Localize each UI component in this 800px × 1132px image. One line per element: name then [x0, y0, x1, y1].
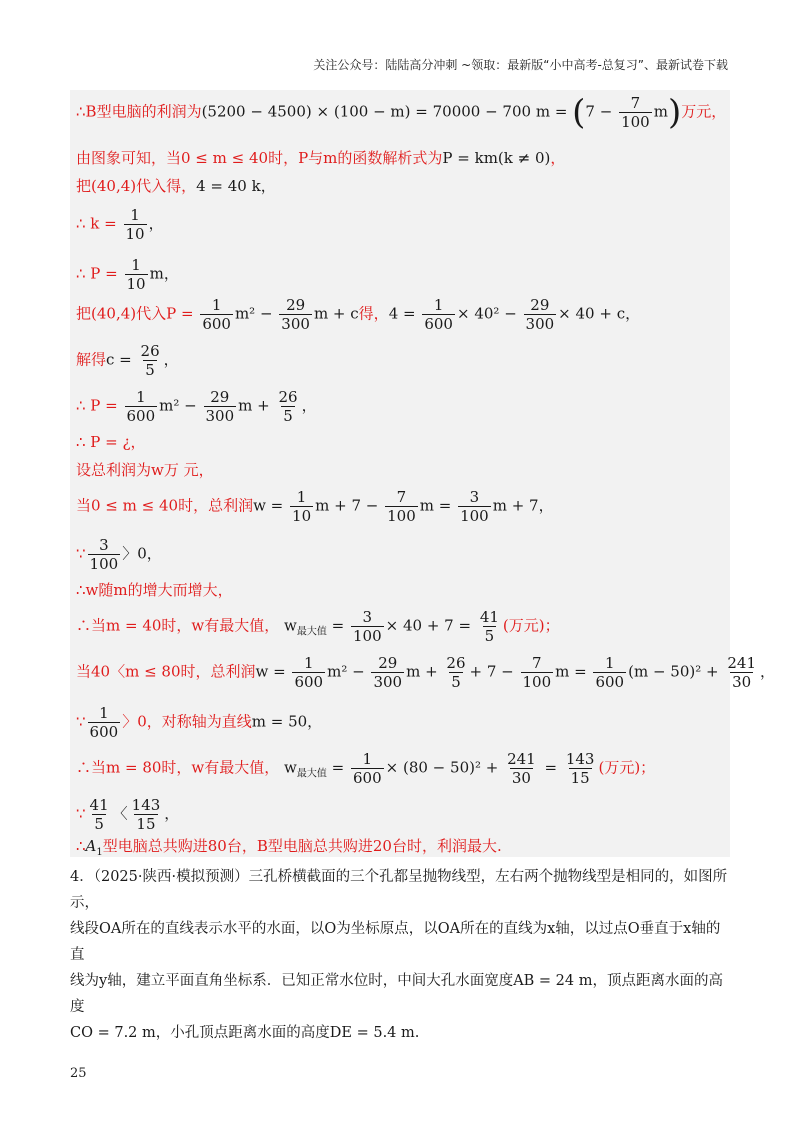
solution-line-10: 设总利润为w万 元， [76, 461, 214, 479]
denominator: 100 [522, 673, 552, 691]
denominator: 5 [484, 627, 495, 645]
denominator: 5 [451, 673, 461, 691]
line17-w: w [284, 758, 297, 777]
numerator: 1 [99, 704, 109, 722]
denominator: 5 [94, 815, 104, 833]
line6-mc: m + c [313, 304, 359, 323]
fraction [351, 608, 384, 645]
fraction [125, 388, 158, 425]
line7-suffix: ， [163, 350, 179, 369]
line17-eq: = [326, 758, 349, 777]
solution-line-8 [76, 388, 317, 425]
solution-line-17 [76, 750, 655, 787]
denominator: 100 [621, 113, 650, 131]
line15-a: m² − [327, 662, 370, 681]
numerator: 3 [99, 536, 109, 554]
fraction [124, 206, 147, 243]
numerator: 241 [507, 750, 536, 768]
denominator: 600 [595, 673, 625, 691]
line7-pre: 解得 [76, 350, 107, 369]
line14-mid: w有最大值， [191, 616, 280, 635]
numerator: 1 [131, 256, 141, 274]
problem-line-2: 线段OA所在的直线表示水平的水面，以O为坐标原点，以OA所在的直线为x轴，以过点O垂直于x轴的直 [70, 921, 721, 963]
fraction [204, 388, 237, 425]
line14-pre: ∴当m = 40时， [76, 616, 192, 635]
solution-line-18 [76, 796, 179, 833]
line6-m2: m² − [234, 304, 278, 323]
line15-d: m = [555, 662, 592, 681]
fraction [564, 750, 597, 787]
solution-line-16 [76, 704, 322, 741]
line11-b: m = [419, 496, 457, 515]
line18-lt: 〈 [112, 804, 128, 823]
fraction [524, 296, 557, 333]
line14-sub: 最大值 [296, 626, 327, 638]
denominator: 15 [570, 769, 590, 787]
fraction [505, 750, 538, 787]
line1-expr: (5200 − 4500) × (100 − m) = 70000 − 700 m = [201, 102, 573, 121]
fraction [444, 654, 467, 691]
line11-w: w = [253, 496, 289, 515]
solution-line-2 [76, 148, 565, 168]
line6-x2: × 40 + c [558, 304, 626, 323]
paren-open: ( [572, 92, 586, 133]
numerator: 29 [530, 296, 550, 314]
fraction [351, 750, 384, 787]
denominator: 600 [202, 315, 231, 333]
denominator: 15 [136, 815, 156, 833]
line17-sub: 最大值 [296, 768, 327, 780]
line4-pre: ∴ k = [76, 214, 122, 233]
line8-mp: m + [238, 396, 275, 415]
numerator: 1 [130, 206, 140, 224]
numerator: 3 [469, 488, 480, 506]
denominator: 300 [281, 315, 310, 333]
line6-pre: 把(40,4)代入 [76, 304, 167, 323]
problem-line-4: CO = 7.2 m，小孔顶点距离水面的高度DE = 5.4 m. [70, 1025, 420, 1041]
line14-eq: = [326, 616, 349, 635]
line5-suffix: m， [149, 264, 179, 283]
fraction [478, 608, 501, 645]
line8-pre: ∴ P = [76, 396, 123, 415]
line12-pre: ∵ [76, 544, 86, 563]
line6-p: P = [166, 304, 199, 323]
solution-line-19 [76, 836, 502, 863]
numerator: 29 [210, 388, 230, 406]
fraction [371, 654, 404, 691]
line14-x: × 40 + 7 = [385, 616, 476, 635]
line18-suffix: ， [164, 804, 180, 823]
denominator: 30 [511, 769, 531, 787]
numerator: 143 [565, 750, 595, 768]
numerator: 29 [286, 296, 306, 314]
fraction [276, 388, 299, 425]
fraction [88, 704, 121, 741]
denominator: 600 [294, 673, 324, 691]
line19-sub: 1 [96, 847, 103, 858]
fraction [88, 796, 111, 833]
line11-suffix: ， [538, 496, 554, 515]
solution-line-7 [76, 342, 179, 379]
line11-a: m + 7 − [315, 496, 384, 515]
line12-post: 〉0， [122, 544, 162, 563]
numerator: 26 [278, 388, 298, 406]
page-number: 25 [70, 1066, 87, 1081]
line19-a: A [85, 837, 97, 855]
numerator: 3 [362, 608, 373, 626]
numerator: 1 [296, 488, 307, 506]
line11-pre: 当0 ≤ m ≤ 40时，总利润 [76, 496, 254, 515]
numerator: 1 [304, 654, 314, 672]
denominator: 5 [145, 361, 155, 379]
numerator: 1 [433, 296, 444, 314]
solution-line-13: ∴w随m的增大而增大， [76, 581, 233, 599]
denominator: 5 [283, 407, 293, 425]
solution-line-6 [76, 296, 640, 333]
line5-pre: ∴ P = [76, 264, 123, 283]
denominator: 600 [353, 769, 382, 787]
fraction [139, 342, 162, 379]
line4-suffix: ， [148, 214, 164, 233]
line6-suffix: ， [625, 304, 641, 323]
numerator: 26 [446, 654, 466, 672]
numerator: 26 [140, 342, 160, 360]
line19-b: B型电脑总共购进20台时，利润最大. [256, 837, 502, 855]
line17-pre: ∴当m = 80时， [76, 758, 192, 777]
numerator: 29 [378, 654, 398, 672]
line15-pre: 当40〈m ≤ 80时，总利润 [76, 662, 256, 681]
solution-line-4 [76, 206, 164, 243]
fraction [458, 488, 491, 525]
line15-suffix: ， [760, 662, 776, 681]
line3-expr: 4 = 40 k [196, 177, 261, 195]
fraction [200, 296, 233, 333]
line1-suffix: 万元， [681, 102, 727, 121]
numerator: 1 [362, 750, 373, 768]
line3-pre: 把(40,4)代入得， [76, 177, 197, 195]
fraction [279, 296, 312, 333]
solution-line-14 [76, 608, 560, 645]
line15-w: w = [255, 662, 291, 681]
fraction [725, 654, 758, 691]
fraction [593, 654, 626, 691]
line6-x1: × 40² − [456, 304, 522, 323]
line17-suffix: (万元)； [598, 758, 656, 777]
line6-eq: 4 = [388, 304, 421, 323]
numerator: 1 [605, 654, 615, 672]
fraction [130, 796, 163, 833]
solution-line-15 [76, 654, 775, 691]
line2-expr: P = km(k ≠ 0) [442, 149, 551, 167]
solution-line-12 [76, 536, 162, 573]
denominator: 600 [89, 723, 119, 741]
line8-suffix: ， [301, 396, 317, 415]
solution-line-5 [76, 256, 179, 293]
line7-c: c = [106, 350, 137, 369]
line15-c: + 7 − [469, 662, 519, 681]
line16-suffix: ， [307, 712, 323, 731]
problem-4 [70, 864, 730, 1046]
denominator: 10 [292, 507, 312, 525]
line1-inner-post: m [653, 102, 668, 121]
line19-pre: ∴ [76, 837, 86, 855]
line18-pre: ∵ [76, 804, 86, 823]
line17-x: × (80 − 50)² + [385, 758, 504, 777]
fraction [385, 488, 418, 525]
line16-expr: m = 50 [251, 712, 308, 731]
fraction [422, 296, 455, 333]
fraction [619, 94, 652, 131]
numerator: 1 [211, 296, 222, 314]
fraction [521, 654, 554, 691]
paren-close: ) [667, 92, 682, 133]
solution-line-1 [76, 94, 726, 131]
fraction [125, 256, 148, 293]
numerator: 7 [532, 654, 542, 672]
line11-c: m + 7 [492, 496, 539, 515]
numerator: 241 [727, 654, 756, 672]
numerator: 1 [136, 388, 146, 406]
line15-b: m + [406, 662, 443, 681]
denominator: 300 [373, 673, 403, 691]
denominator: 100 [460, 507, 489, 525]
solution-line-11 [76, 488, 554, 525]
numerator: 7 [396, 488, 407, 506]
numerator: 41 [89, 796, 109, 814]
line16-post: 〉0，对称轴为直线 [122, 712, 252, 731]
numerator: 7 [630, 94, 641, 112]
denominator: 100 [89, 555, 119, 573]
fraction [292, 654, 325, 691]
denominator: 600 [424, 315, 453, 333]
line8-m2: m² − [159, 396, 202, 415]
line19-mid: 型电脑总共购进80台， [102, 837, 257, 855]
line17-e: = [539, 758, 562, 777]
line3-suffix: ， [260, 177, 276, 195]
denominator: 100 [387, 507, 416, 525]
line1-inner-pre: 7 − [585, 102, 618, 121]
numerator: 41 [479, 608, 499, 626]
fraction [88, 536, 121, 573]
solution-box [70, 90, 776, 858]
line15-e: (m − 50)² + [628, 662, 724, 681]
denominator: 300 [525, 315, 555, 333]
denominator: 600 [126, 407, 156, 425]
line2-pre: 由图象可知，当0 ≤ m ≤ 40时， [76, 149, 299, 167]
solution-line-9: ∴ P = ¿， [76, 433, 146, 451]
denominator: 300 [205, 407, 235, 425]
line6-de: 得， [358, 304, 389, 323]
problem-line-3: 线为y轴，建立平面直角坐标系．已知正常水位时，中间大孔水面宽度AB = 24 m，顶点距离水面的高度 [70, 973, 723, 1015]
page-header: 关注公众号：陆陆高分冲刺 ~领取：最新版“小中高考-总复习”、最新试卷下载 [313, 58, 728, 72]
line2-mid: P与m的函数解析式为 [298, 149, 443, 167]
denominator: 30 [732, 673, 752, 691]
fraction [290, 488, 313, 525]
line1-pre: ∴B型电脑的利润为 [76, 102, 202, 121]
denominator: 10 [125, 225, 145, 243]
problem-line-1: 4．（2025·陕西·模拟预测）三孔桥横截面的三个孔都呈抛物线型，左右两个抛物线型是相同的，如图所示， [70, 869, 728, 911]
solution-line-3 [76, 176, 276, 196]
denominator: 10 [126, 275, 146, 293]
line2-suffix: ， [550, 149, 566, 167]
line17-mid: w有最大值， [191, 758, 280, 777]
numerator: 143 [131, 796, 161, 814]
denominator: 100 [353, 627, 382, 645]
line14-suffix: (万元)； [502, 616, 560, 635]
line16-pre: ∵ [76, 712, 86, 731]
line14-w: w [284, 616, 297, 635]
